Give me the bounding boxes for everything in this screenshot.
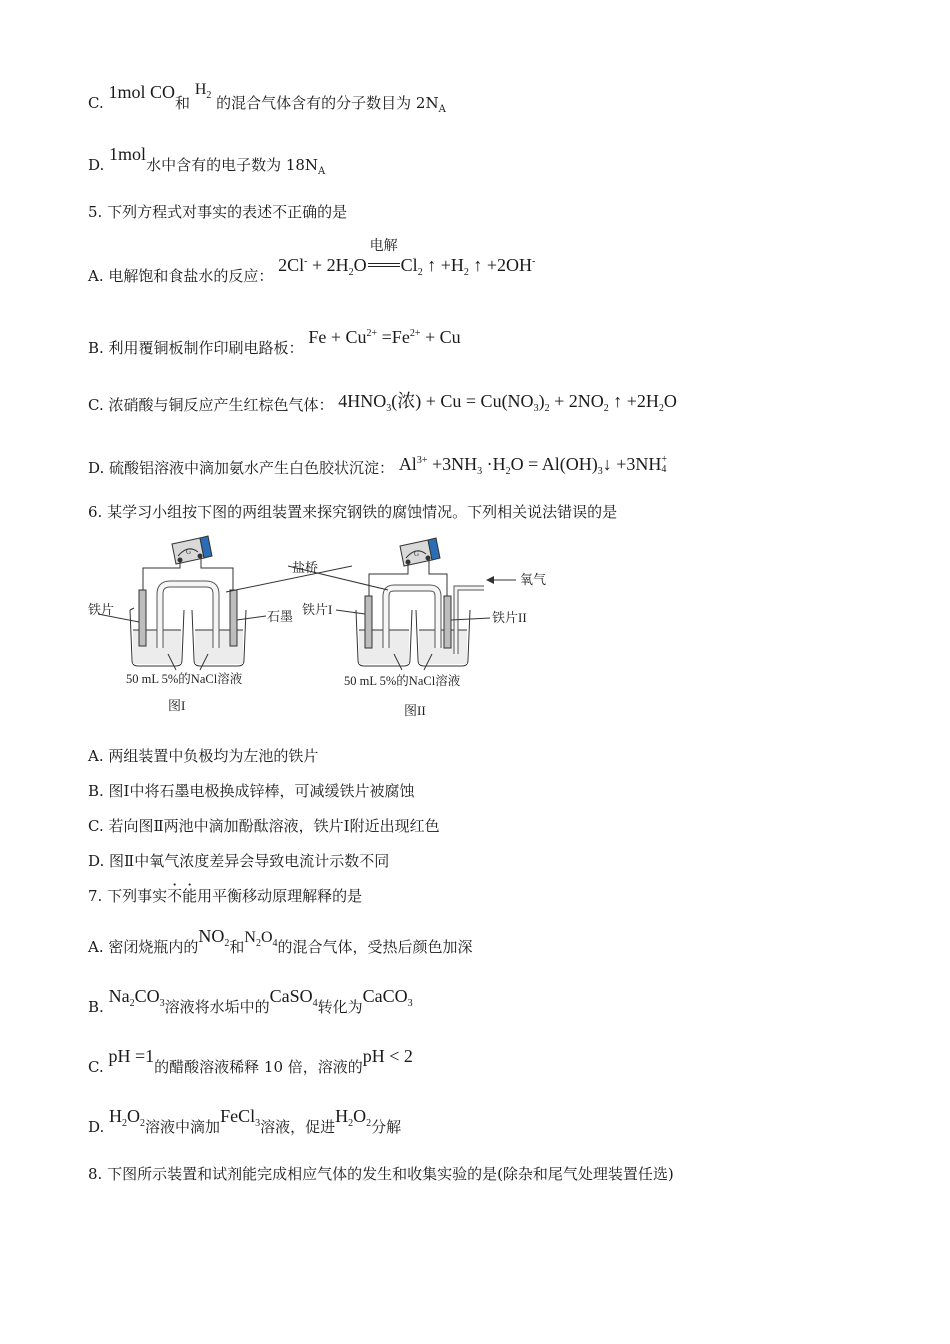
fig1-caption: 图I	[168, 698, 186, 713]
q7-d-fecl3: FeCl$_3$	[220, 1106, 261, 1129]
fig2-label-iron-ii: 铁片II	[492, 610, 527, 625]
fig1-graphite-electrode	[230, 590, 237, 646]
fig1-label-solution: 50 mL 5%的NaCl溶液	[126, 672, 243, 686]
q4-c-na-sub: A	[438, 104, 446, 115]
fig2-galvanometer	[400, 538, 440, 566]
fig2-iron-electrode-1	[365, 596, 372, 648]
q4-d-label: D.	[88, 156, 105, 174]
q4-d-text: 水中含有的电子数为 18N	[146, 156, 319, 174]
fig2-beakers	[356, 610, 470, 666]
q5-a-text: A. 电解饱和食盐水的反应：	[88, 267, 274, 285]
q7-stem: 7. 下列事实不能用平衡移动原理解释的是	[88, 887, 363, 905]
q6-option-d: D. 图Ⅱ中氧气浓度差异会导致电流计示数不同	[88, 852, 390, 870]
fig1-label-iron: 铁片	[88, 602, 115, 617]
q7-b-caso4: CaSO$_4$	[269, 986, 318, 1009]
q7-option-c: C. pH =1的醋酸溶液稀释 10 倍，溶液的pH < 2	[88, 1046, 413, 1076]
q5-d-equation: $Al^{3+} +3NH_3 \cdot H_2O$ = $Al(OH)_3↓ +3NH$ + 4	[398, 454, 668, 477]
q7-option-a: A. 密闭烧瓶内的$NO_2$和$N_2O_4$的混合气体，受热后颜色加深	[88, 926, 473, 956]
q6-option-c: C. 若向图Ⅱ两池中滴加酚酞溶液，铁片Ⅰ附近出现红色	[88, 817, 440, 835]
fig1-iron-electrode	[139, 590, 146, 646]
q8-stem: 8. 下图所示装置和试剂能完成相应气体的发生和收集实验的是(除杂和尾气处理装置任选)	[88, 1165, 674, 1183]
q4-option-d	[88, 144, 326, 182]
q4-c-text: 的混合气体含有的分子数目为 2N	[216, 94, 439, 112]
q5-option-b	[88, 327, 461, 358]
q5-stem: 5. 下列方程式对事实的表述不正确的是	[88, 203, 348, 221]
fig-label-salt-bridge: 盐桥	[292, 560, 319, 575]
q5-option-d	[88, 454, 667, 485]
fig1-label-graphite: 石墨	[267, 609, 294, 624]
q4-d-math: 1mol	[109, 144, 147, 164]
fig1-galvanometer	[172, 536, 212, 564]
fig1-beakers	[130, 608, 246, 666]
q7-d-h2o2: $H_2O_2$	[109, 1106, 146, 1129]
q5-option-c	[88, 391, 677, 422]
q4-c-h2: $H_2$	[194, 81, 212, 101]
fig2-label-oxygen: 氧气	[520, 572, 547, 587]
q7-option-b: B. $Na_2CO_3$溶液将水垢中的CaSO$_4$转化为CaCO$_3$	[88, 986, 413, 1016]
q6-option-a: A. 两组装置中负极均为左池的铁片	[88, 747, 319, 765]
q5-a-equation: $2Cl^- + 2H_2O$ 电解 $Cl_2$ ↑ $+H_2$ ↑ +2OH-	[278, 239, 536, 278]
q5-option-a	[88, 239, 536, 293]
q4-c-he: 和	[175, 94, 191, 112]
q4-option-c	[88, 81, 446, 120]
q5-c-equation: $4HNO_3$(浓) + $Cu = Cu(NO_3)_2 + 2NO_2$ ↑ $+2H_2O$	[338, 391, 677, 414]
svg-text:G: G	[186, 548, 192, 556]
q7-b-caco3: CaCO$_3$	[362, 986, 413, 1009]
fig2-iron-electrode-2	[444, 596, 451, 648]
fig2-label-iron-i: 铁片I	[302, 602, 333, 617]
fig2-label-solution: 50 mL 5%的NaCl溶液	[344, 674, 461, 688]
svg-text:G: G	[414, 550, 420, 558]
electrolysis-sign: 电解	[367, 255, 401, 275]
q6-stem: 6. 某学习小组按下图的两组装置来探究钢铁的腐蚀情况。下列相关说法错误的是	[88, 503, 618, 521]
q7-a-no2: $NO_2$	[198, 926, 230, 949]
q7-d-h2o2-2: $H_2O_2$	[335, 1106, 372, 1129]
q5-d-text: D. 硫酸铝溶液中滴加氨水产生白色胶状沉淀：	[88, 459, 395, 477]
q4-c-label: C.	[88, 94, 104, 112]
q7-c-ph1: pH =1	[108, 1046, 155, 1066]
q7-c-ph2: pH < 2	[362, 1046, 413, 1066]
q5-b-text: B. 利用覆铜板制作印刷电路板：	[88, 339, 304, 357]
q7-emphasis-2: 能	[182, 887, 198, 905]
q7-option-d: D. $H_2O_2$溶液中滴加FeCl$_3$溶液，促进$H_2O_2$分解	[88, 1106, 402, 1136]
q4-c-math: 1mol CO	[108, 82, 176, 102]
q5-c-text: C. 浓硝酸与铜反应产生红棕色气体：	[88, 396, 334, 414]
q6-figure	[88, 530, 558, 725]
q5-b-equation: $Fe + Cu^{2+} =Fe^{2+} + Cu$	[308, 327, 461, 347]
q7-b-na2co3: $Na_2CO_3$	[108, 986, 165, 1009]
q6-option-b: B. 图Ⅰ中将石墨电极换成锌棒，可减缓铁片被腐蚀	[88, 782, 415, 800]
q7-emphasis-1: 不	[167, 887, 183, 905]
fig2-caption: 图II	[404, 703, 426, 718]
q7-a-n2o4: $N_2O_4$	[244, 929, 278, 949]
q4-d-na-sub: A	[318, 166, 326, 177]
